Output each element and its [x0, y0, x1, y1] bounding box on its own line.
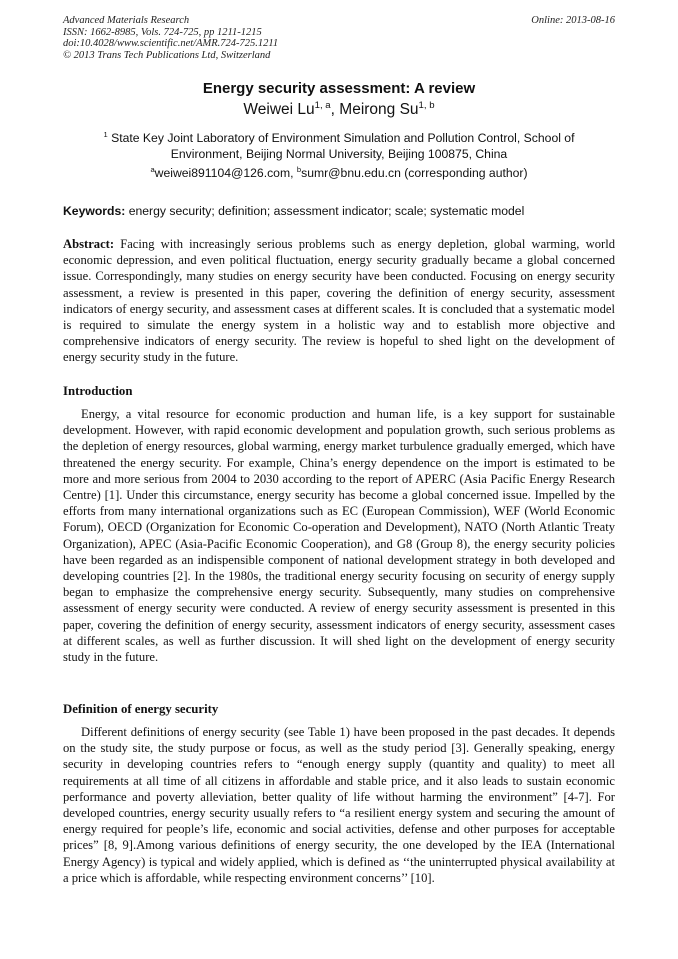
- abstract: [63, 236, 615, 366]
- email-a-mark: a: [150, 164, 155, 174]
- section-heading-introduction: Introduction: [63, 384, 133, 398]
- author-2-affiliation-mark: 1, b: [418, 99, 435, 111]
- abstract-label: Abstract:: [63, 237, 115, 251]
- email-b-mark: b: [296, 164, 302, 174]
- author-2: Meirong Su: [339, 101, 419, 118]
- definition-paragraph: Different definitions of energy security (see Table 1) have been proposed in the past decades. It depends on the study site, the study purpose or focus, as well as the study period [3]. Generally speaking, energy security in developing countries refers to “enough energy supply (quantity and quality) to meet all requirements at all time of all citizens in affordable and stable price, and it also leads to sustain economic performance and poverty alleviation, better quality of life without harming the environment” [4-7]. For developed countries, energy security usually refers to “a resilient energy system and securing the amount of energy required for people’s life, economic and social activities, defense and other purposes for acceptable prices” [8, 9].Among various definitions of energy security, the one developed by the IEA (International Energy Agency) is typical and widely applied, which is defined as ‘‘the uninterrupted physical availability at a price which is affordable, while respecting environment concerns’’ [10].: [63, 725, 615, 885]
- author-emails: [0, 165, 678, 181]
- author-1-affiliation-mark: 1, a: [314, 99, 331, 111]
- author-1: Weiwei Lu: [243, 101, 315, 118]
- abstract-text: Facing with increasingly serious problems such as energy depletion, global warming, world economic depression, and even political fluctuation, energy security gradually became a global concerned issue. Correspondingly, many studies on energy security have been conducted. Focusing on energy security assessment, a review is presented in this paper, covering the definition of energy security, assessment indicators of energy security, and assessment cases at different scales. It is concluded that a systematic model is required to simulate the energy system in a holistic way and to establish more objective and comprehensive indicators of energy security. The review is hopeful to shed light on the development of energy security study in the future.: [63, 237, 615, 365]
- paper-title: Energy security assessment: A review: [202, 80, 476, 97]
- keywords-text: energy security; definition; assessment indicator; scale; systematic model: [125, 204, 525, 218]
- email-a: weiwei891104@126.com,: [154, 166, 297, 180]
- online-date: Online: 2013-08-16: [531, 15, 615, 26]
- introduction-paragraph: Energy, a vital resource for economic production and human life, is a key support for sustainable development. However, with rapid economic development and population growth, such serious problems as the depletion of energy resources, global warming, energy market turbulence gradually emerged, which have threatened the energy security. For example, China’s energy dependence on the import is estimated to be more and more serious from 2004 to 2030 according to the report of APERC (Asia Pacific Energy Research Centre) [1]. Under this circumstance, energy security has become a global concerned issue. Impelled by the efforts from many international organizations such as EC (European Commission), WEF (World Economic Forum), OECD (Organization for Economic Co-operation and Development), NATO (North Atlantic Treaty Organization), APEC (Asia-Pacific Economic Cooperation), and G8 (Group 8), the energy security policies have been regarded as an indispensible component of national development strategy in both developed and developing countries [2]. In the 1980s, the traditional energy security focusing on security of energy supply began to emphasize the comprehensive energy security. Subsequently, many studies on comprehensive assessment of energy security were conducted. A review of energy security assessment is presented in this paper, covering the definition of energy security, assessment indicators of energy security, assessment cases at different scales, as well as further discussion. It will shed light on the development of energy security study in the future.: [63, 407, 615, 665]
- section-heading-definition: Definition of energy security: [63, 702, 219, 716]
- email-b: sumr@bnu.edu.cn (corresponding author): [301, 166, 528, 180]
- author-line: [0, 101, 678, 119]
- journal-header: [63, 15, 278, 61]
- keywords-label: Keywords:: [63, 204, 126, 218]
- journal-issn: ISSN: 1662-8985, Vols. 724-725, pp 1211-1215: [63, 26, 262, 38]
- affiliation-text: State Key Joint Laboratory of Environment Simulation and Pollution Control, School of Environment, Beijing Normal University, Beijing 100875, China: [107, 131, 575, 161]
- keywords: [63, 203, 615, 219]
- affiliation: [86, 130, 592, 162]
- journal-doi: doi:10.4028/www.scientific.net/AMR.724-725.1211: [63, 38, 279, 50]
- journal-copyright: © 2013 Trans Tech Publications Ltd, Switzerland: [63, 49, 271, 61]
- affiliation-mark: 1: [103, 129, 108, 139]
- journal-name: Advanced Materials Research: [63, 15, 190, 26]
- author-separator: ,: [330, 101, 340, 118]
